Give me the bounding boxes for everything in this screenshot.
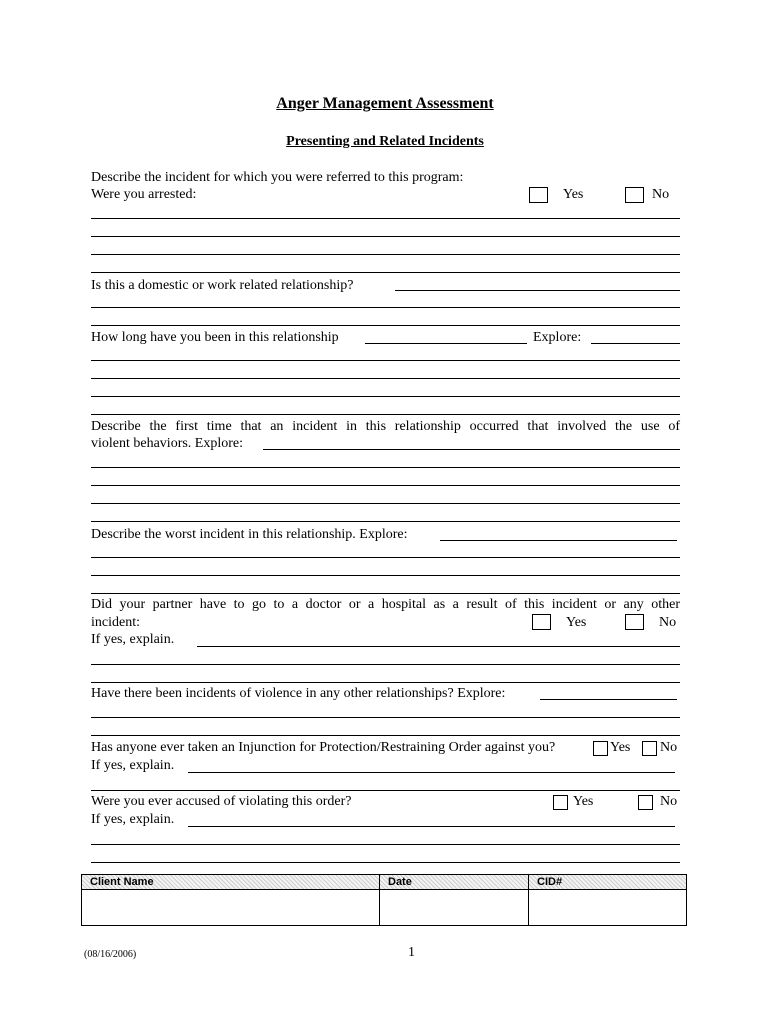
- q6-prompt-line1: Did your partner have to go to a doctor or a hospital as a result of this incident or any other: [91, 597, 680, 612]
- date-header: Date: [380, 875, 528, 890]
- first-incident-field[interactable]: [263, 449, 680, 450]
- q3-explore-label: Explore:: [533, 330, 582, 345]
- answer-line[interactable]: [91, 844, 680, 845]
- client-name-header: Client Name: [82, 875, 379, 890]
- violation-no-checkbox[interactable]: [638, 795, 653, 810]
- answer-line[interactable]: [91, 378, 680, 379]
- arrested-yes-label: Yes: [563, 187, 584, 202]
- answer-line[interactable]: [91, 521, 680, 522]
- q4-prompt-line2: violent behaviors. Explore:: [91, 436, 244, 451]
- page-number: 1: [408, 945, 415, 960]
- answer-line[interactable]: [91, 272, 680, 273]
- answer-line[interactable]: [91, 503, 680, 504]
- answer-line[interactable]: [91, 236, 680, 237]
- answer-line[interactable]: [91, 414, 680, 415]
- page-title: Anger Management Assessment: [276, 95, 494, 112]
- other-relationships-field[interactable]: [540, 699, 677, 700]
- q5-prompt: Describe the worst incident in this relationship. Explore:: [91, 527, 408, 542]
- q6-explain-label: If yes, explain.: [91, 632, 175, 647]
- q1-prompt: Describe the incident for which you were referred to this program:: [91, 170, 464, 185]
- injunction-no-checkbox[interactable]: [642, 741, 657, 756]
- answer-line[interactable]: [91, 254, 680, 255]
- injunction-yes-label: Yes: [610, 740, 631, 755]
- answer-line[interactable]: [91, 485, 680, 486]
- arrested-no-checkbox[interactable]: [625, 187, 644, 203]
- doctor-no-label: No: [659, 615, 677, 630]
- q3-explore-field[interactable]: [591, 343, 680, 344]
- client-info-table: [81, 874, 687, 926]
- answer-line[interactable]: [91, 307, 680, 308]
- answer-line[interactable]: [91, 664, 680, 665]
- answer-line[interactable]: [91, 575, 680, 576]
- cid-header: CID#: [529, 875, 686, 890]
- q9-explain-label: If yes, explain.: [91, 812, 175, 827]
- q1-arrested-label: Were you arrested:: [91, 187, 197, 202]
- q9-prompt: Were you ever accused of violating this order?: [91, 794, 352, 809]
- doctor-yes-checkbox[interactable]: [532, 614, 551, 630]
- violation-explain-field[interactable]: [188, 826, 675, 827]
- relationship-type-field[interactable]: [395, 290, 680, 291]
- doctor-explain-field[interactable]: [197, 646, 680, 647]
- date-cell[interactable]: [380, 891, 528, 925]
- answer-line[interactable]: [91, 218, 680, 219]
- doctor-no-checkbox[interactable]: [625, 614, 644, 630]
- answer-line[interactable]: [91, 360, 680, 361]
- violation-no-label: No: [660, 794, 678, 809]
- q8-explain-label: If yes, explain.: [91, 758, 175, 773]
- injunction-yes-checkbox[interactable]: [593, 741, 608, 756]
- revision-date: (08/16/2006): [84, 949, 137, 960]
- q3-prompt: How long have you been in this relationship: [91, 330, 339, 345]
- answer-line[interactable]: [91, 593, 680, 594]
- injunction-no-label: No: [660, 740, 678, 755]
- answer-line[interactable]: [91, 396, 680, 397]
- q7-prompt: Have there been incidents of violence in any other relationships? Explore:: [91, 686, 506, 701]
- answer-line[interactable]: [91, 682, 680, 683]
- q8-prompt: Has anyone ever taken an Injunction for Protection/Restraining Order against you?: [91, 740, 556, 755]
- arrested-no-label: No: [652, 187, 670, 202]
- worst-incident-field[interactable]: [440, 540, 677, 541]
- violation-yes-label: Yes: [573, 794, 594, 809]
- answer-line[interactable]: [91, 790, 680, 791]
- q6-prompt-line2: incident:: [91, 615, 140, 630]
- violation-yes-checkbox[interactable]: [553, 795, 568, 810]
- q4-prompt-line1: Describe the first time that an incident in this relationship occurred that involved the use of: [91, 419, 680, 434]
- client-name-cell[interactable]: [82, 891, 379, 925]
- answer-line[interactable]: [91, 557, 680, 558]
- answer-line[interactable]: [91, 735, 680, 736]
- arrested-yes-checkbox[interactable]: [529, 187, 548, 203]
- answer-line[interactable]: [91, 717, 680, 718]
- relationship-length-field[interactable]: [365, 343, 527, 344]
- doctor-yes-label: Yes: [566, 615, 587, 630]
- q2-prompt: Is this a domestic or work related relationship?: [91, 278, 354, 293]
- cid-cell[interactable]: [529, 891, 686, 925]
- answer-line[interactable]: [91, 325, 680, 326]
- answer-line[interactable]: [91, 862, 680, 863]
- injunction-explain-field[interactable]: [188, 772, 675, 773]
- page-subtitle: Presenting and Related Incidents: [286, 134, 484, 149]
- answer-line[interactable]: [91, 467, 680, 468]
